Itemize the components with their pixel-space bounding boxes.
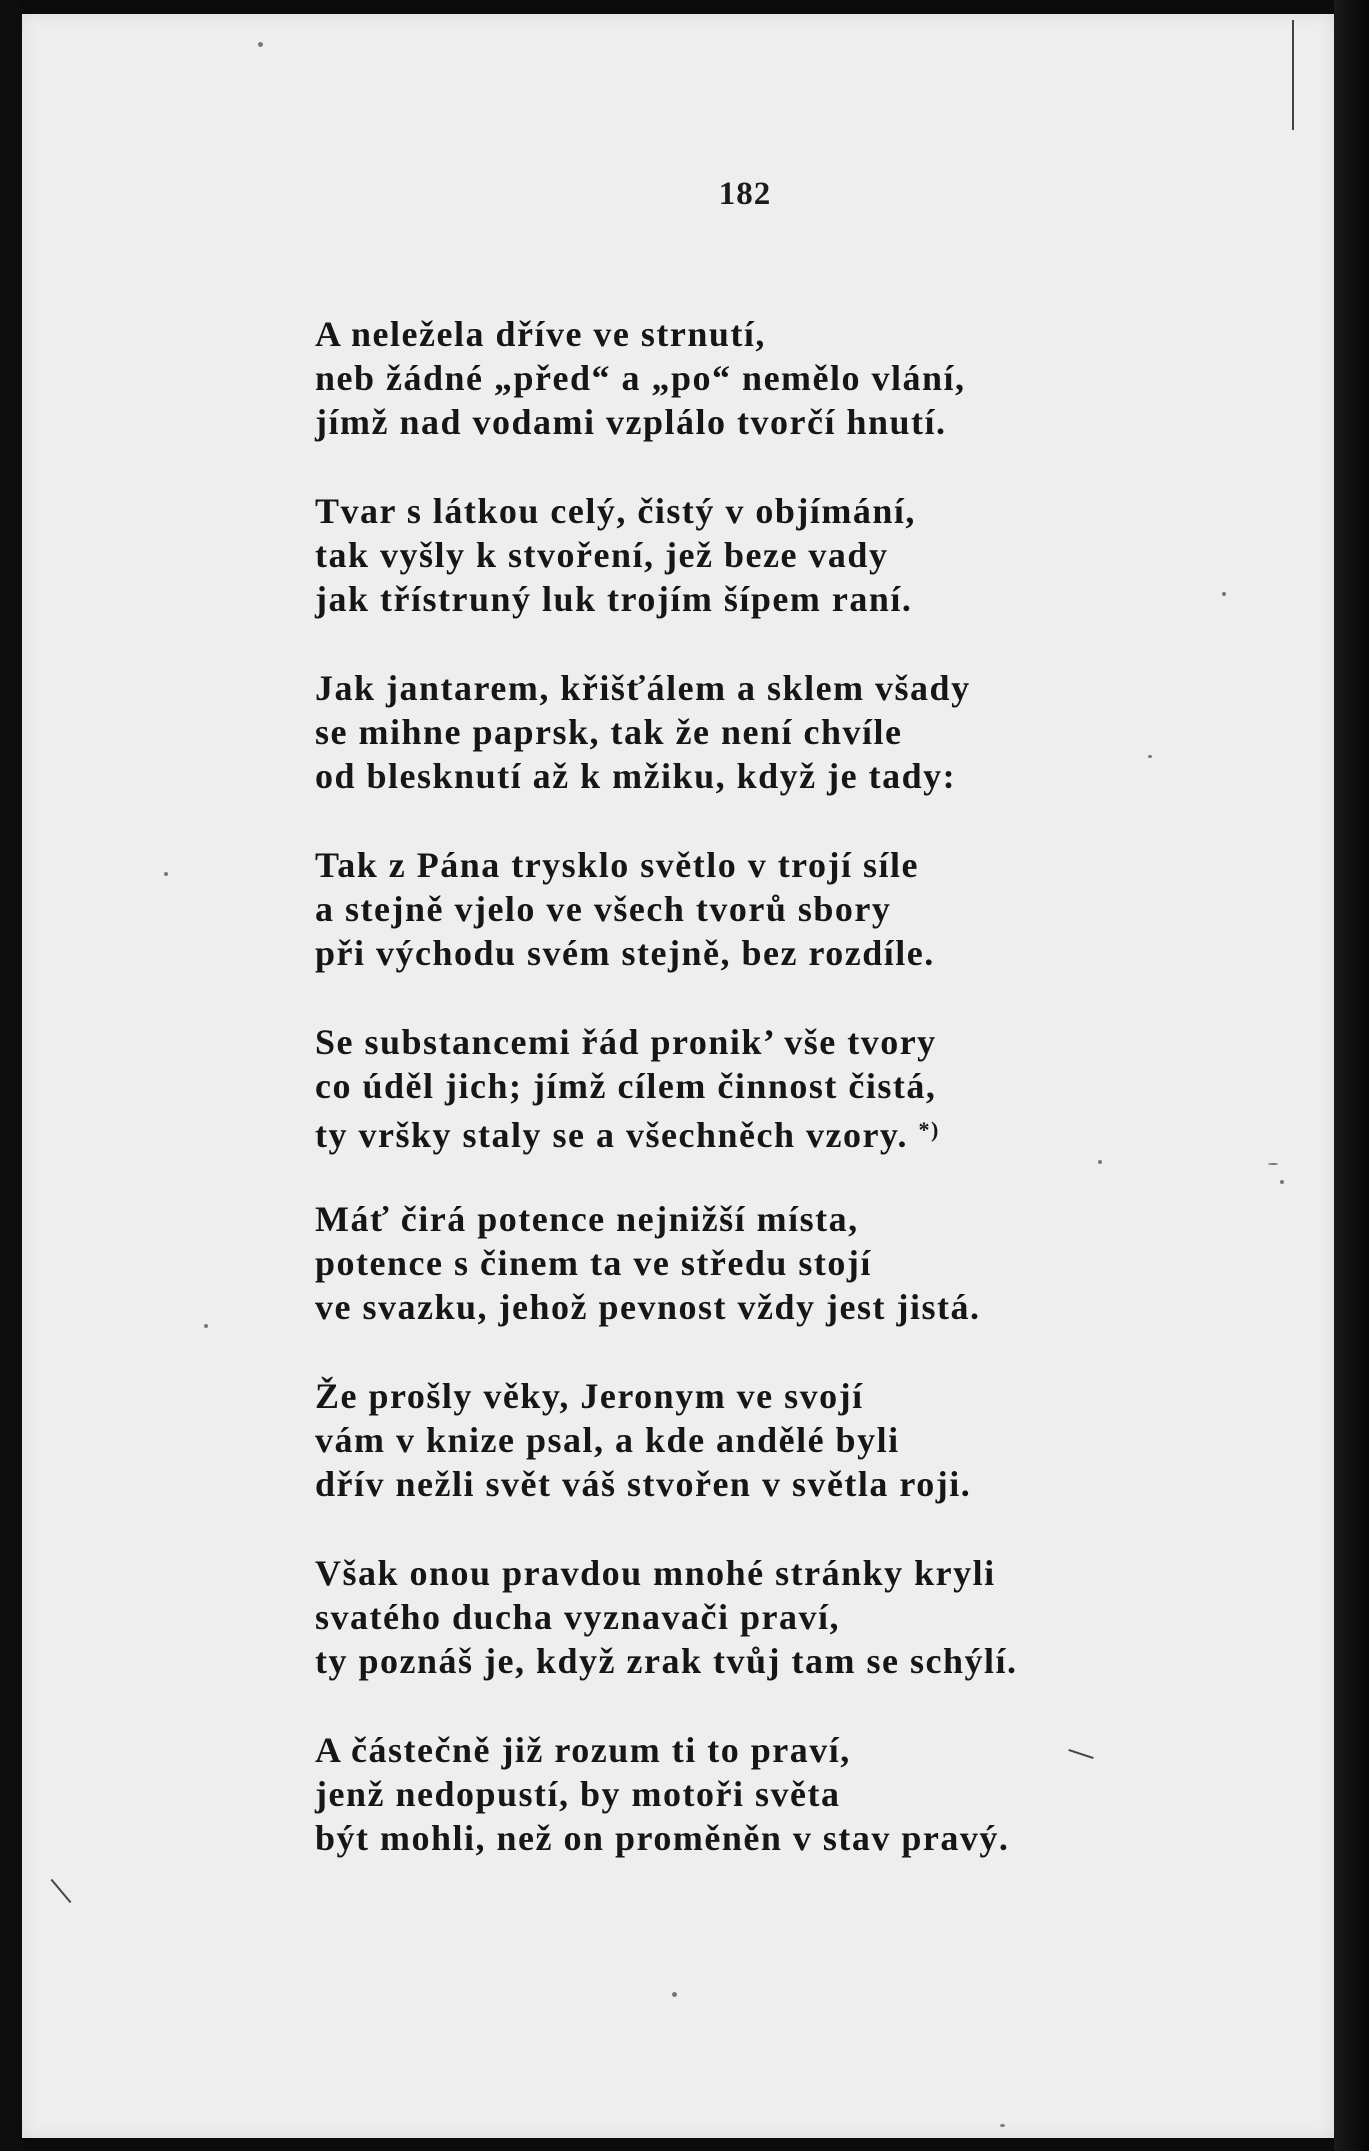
footnote-mark: *) <box>918 1117 940 1142</box>
stanza <box>315 666 1215 798</box>
verse-line: Že prošly věky, Jeronym ve svojí <box>315 1376 864 1416</box>
verse-line: dřív nežli svět váš stvořen v světla roji. <box>315 1464 972 1504</box>
verse-line: Jak jantarem, křišťálem a sklem všady <box>315 668 971 708</box>
scan-speck <box>1268 1163 1278 1165</box>
stanza <box>315 1197 1215 1329</box>
verse-line: potence s činem ta ve středu stojí <box>315 1243 872 1283</box>
page-number: 182 <box>718 176 772 212</box>
scan-speck <box>1222 592 1226 596</box>
stanza <box>315 489 1215 621</box>
scan-speck <box>204 1324 208 1328</box>
verse-line: A neležela dříve ve strnutí, <box>315 314 766 354</box>
verse-line: co úděl jich; jímž cílem činnost čistá, <box>315 1066 937 1106</box>
verse-line: tak vyšly k stvoření, jež beze vady <box>315 535 889 575</box>
verse-line: svatého ducha vyznavači praví, <box>315 1597 841 1637</box>
verse-line: při východu svém stejně, bez rozdíle. <box>315 933 935 973</box>
verse-line: jenž nedopustí, by motoři světa <box>315 1774 841 1814</box>
scan-speck <box>1280 1180 1284 1184</box>
verse-line: Však onou pravdou mnohé stránky kryli <box>315 1553 996 1593</box>
scan-speck <box>672 1992 677 1997</box>
stanza <box>315 312 1215 444</box>
verse-line: od blesknutí až k mžiku, když je tady: <box>315 756 957 796</box>
scan-speck <box>1000 2124 1005 2127</box>
verse-line-with-footnote <box>315 1108 1215 1155</box>
verse-line: jímž nad vodami vzplálo tvorčí hnutí. <box>315 402 947 442</box>
stanza <box>315 1728 1215 1860</box>
scan-speck <box>164 872 168 876</box>
verse-line: jak třístruný luk trojím šípem raní. <box>315 579 913 619</box>
stanza <box>315 1020 1215 1155</box>
verse-line: A částečně již rozum ti to praví, <box>315 1730 851 1770</box>
verse-line: být mohli, než on proměněn v stav pravý. <box>315 1818 1010 1858</box>
verse-line: ty poznáš je, když zrak tvůj tam se schýlí. <box>315 1641 1018 1681</box>
verse-line: ve svazku, jehož pevnost vždy jest jistá. <box>315 1287 981 1327</box>
verse-line: se mihne paprsk, tak že není chvíle <box>315 712 903 752</box>
scan-edge-line <box>1292 20 1294 130</box>
poem <box>315 312 1215 1905</box>
scan-right-edge <box>1334 0 1369 2151</box>
stanza <box>315 843 1215 975</box>
verse-line: Tak z Pána trysklo světlo v trojí síle <box>315 845 919 885</box>
scan-left-edge <box>0 0 22 2151</box>
scan-speck <box>258 42 263 47</box>
stanza <box>315 1551 1215 1683</box>
verse-line: Tvar s látkou celý, čistý v objímání, <box>315 491 916 531</box>
verse-line: a stejně vjelo ve všech tvorů sbory <box>315 889 892 929</box>
verse-text: ty vršky staly se a všechněch vzory. <box>315 1115 908 1155</box>
stanza <box>315 1374 1215 1506</box>
verse-line: Máť čirá potence nejnižší místa, <box>315 1199 859 1239</box>
verse-line: vám v knize psal, a kde andělé byli <box>315 1420 900 1460</box>
verse-line: neb žádné „před“ a „po“ nemělo vlání, <box>315 358 966 398</box>
verse-line: Se substancemi řád pronik’ vše tvory <box>315 1022 937 1062</box>
